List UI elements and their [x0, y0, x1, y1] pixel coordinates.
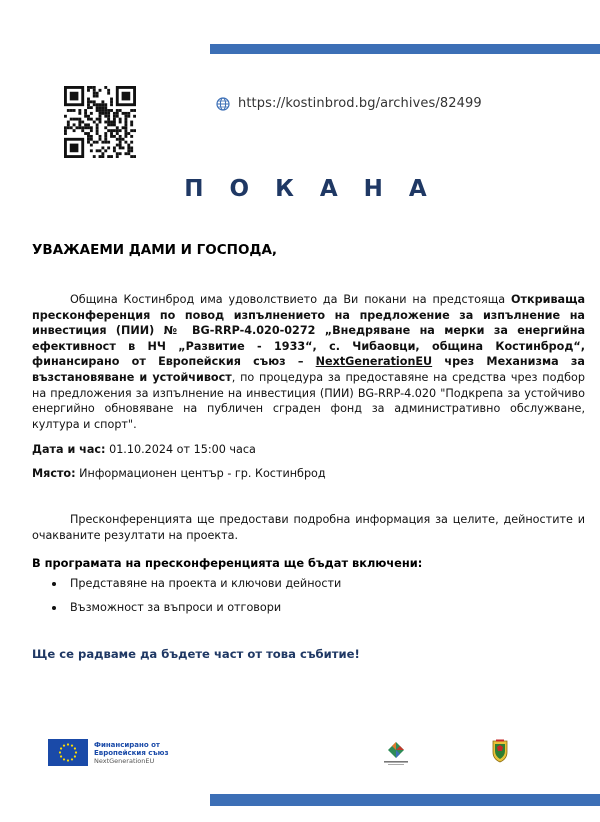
list-item: Възможност за въпроси и отговори [50, 600, 341, 624]
eu-flag-icon [48, 739, 88, 766]
place-label: Място: [32, 467, 76, 480]
intro-paragraph [32, 292, 585, 432]
intro-text-1: Община Костинброд има удоволствието да Ви покани на предстояща [70, 293, 512, 306]
eu-text-line3: NextGenerationEU [94, 756, 155, 765]
details-paragraph: Пресконференцията ще предостави подробна информация за целите, дейностите и очакваните резултати на проекта. [32, 513, 585, 542]
datetime-value: 01.10.2024 от 15:00 часа [105, 443, 256, 456]
intro-bold-2: чрез Механизма за възстановяване и устойчивост [32, 355, 585, 384]
coat-of-arms-icon [490, 739, 510, 763]
closing-line: Ще се радваме да бъдете част от това събитие! [32, 647, 360, 661]
globe-icon [216, 97, 230, 111]
greeting: УВАЖАЕМИ ДАМИ И ГОСПОДА, [32, 242, 278, 258]
place-line [32, 467, 326, 480]
url-row[interactable] [216, 96, 482, 111]
place-value: Информационен център - гр. Костинброд [75, 467, 326, 480]
intro-text-2: , по процедура за предоставяне на средства чрез подбор на предложения за изпълнение на инвестиция (ПИИ) BG-RRP-4.020 "Подкрепа за устойчиво енергийно обновяване на публичен сграден фонд за административно обслужване, култура и спорт". [32, 370, 585, 431]
partner-logo-icon [378, 740, 414, 766]
qr-code[interactable] [64, 86, 136, 158]
eu-text-line2: Европейския съюз [94, 748, 169, 757]
eu-funding-logo [48, 739, 169, 766]
datetime-label: Дата и час: [32, 443, 106, 456]
bottom-accent-bar [210, 794, 600, 806]
program-heading: В програмата на пресконференцията ще бъдат включени: [32, 556, 423, 570]
intro-underlined: NextGenerationEU [315, 355, 433, 369]
list-item: Представяне на проекта и ключови дейности [50, 576, 341, 600]
eu-text-line1: Финансирано от [94, 740, 160, 749]
intro-bold-1: Откриваща пресконференция по повод изпълнението на предложение за изпълнение на инвестиция (ПИИ) № BG-RRP-4.020-0272 „Внедряване на мерки за енергийна ефективност в НЧ „Развитие - 1933“, с. Чибаовци, община Костинброд“, финансирано от Европейския съюз – [32, 293, 585, 369]
page-url[interactable]: https://kostinbrod.bg/archives/82499 [238, 96, 482, 111]
datetime-line [32, 443, 256, 456]
page-title: П О К А Н А [184, 176, 436, 202]
top-accent-bar [210, 44, 600, 54]
program-list [50, 576, 341, 624]
